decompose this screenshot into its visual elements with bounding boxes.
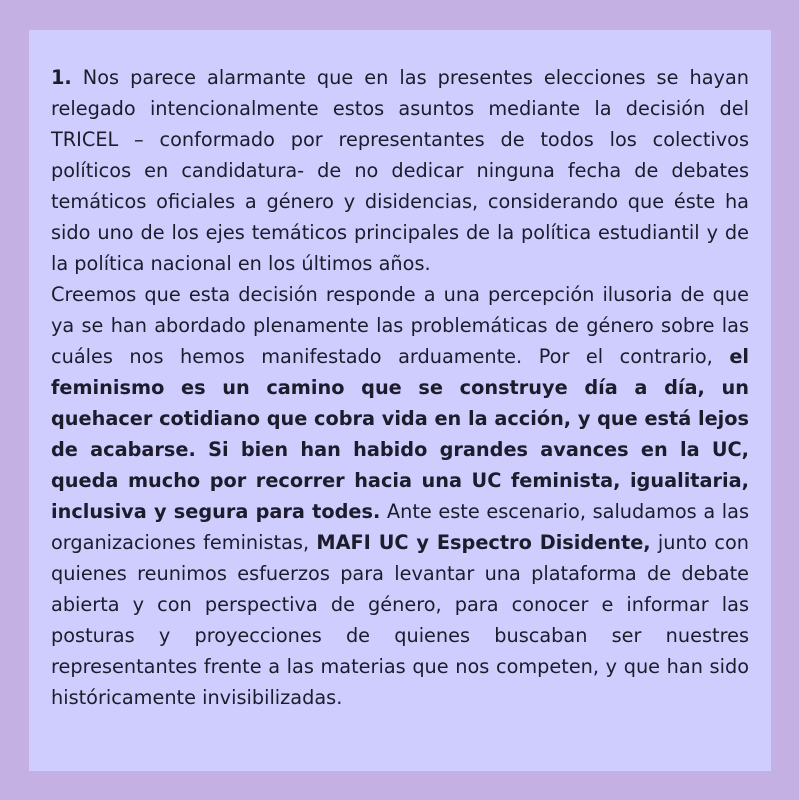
paragraph-1-body: Nos parece alarmante que en las presentes elecciones se hayan relegado intencionalmente estos asuntos mediante la decisión del TRICEL – conformado por representantes de todos los colectivos políticos en candidatura- de no dedicar ninguna fecha de debates temáticos oficiales a género y disidencias, considerando que éste ha sido uno de los ejes temáticos principales de la política estudiantil y de la política nacional en los últimos años. [51,66,749,275]
paragraph-1 [51,62,749,279]
text-card [29,30,771,771]
paragraph-2-text-3: junto con quienes reunimos esfuerzos para levantar una plataforma de debate abierta y con perspectiva de género, para conocer e informar las posturas y proyecciones de quienes buscaban ser nuestres representantes frente a las materias que nos competen, y que han sido históricamente invisibilizadas. [51,531,749,709]
paragraph-2-text-1: Creemos que esta decisión responde a una percepción ilusoria de que ya se han abordado plenamente las problemáticas de género sobre las cuáles nos hemos manifestado arduamente. Por el contrario, [51,283,749,368]
paragraph-2-bold-1: el feminismo es un camino que se construye día a día, un quehacer cotidiano que cobra vida en la acción, y que está lejos de acabarse. Si bien han habido grandes avances en la UC, queda mucho por recorrer hacia una UC feminista, igualitaria, inclusiva y segura para todes. [51,345,749,523]
paragraph-2 [51,279,749,713]
point-number: 1. [51,66,72,89]
paragraph-2-bold-2: MAFI UC y Espectro Disidente, [316,531,651,554]
paragraph-2-text-2: Ante este escenario, saludamos a las organizaciones feministas, [51,500,749,554]
